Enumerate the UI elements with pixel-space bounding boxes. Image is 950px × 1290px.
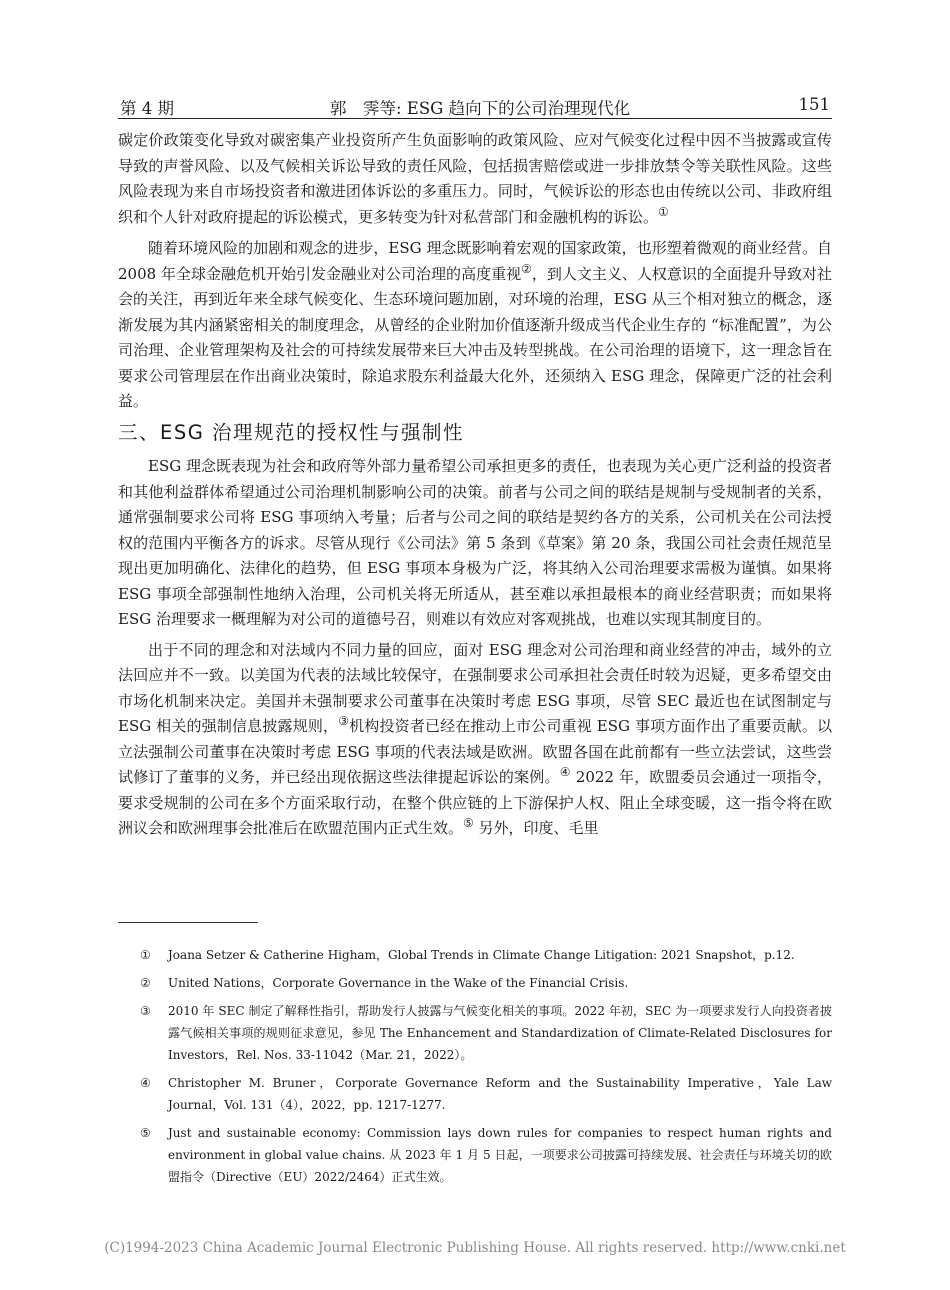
footnote-2 xyxy=(118,972,832,994)
issue-number: 第 4 期 xyxy=(120,99,174,118)
footnote-ref-3[interactable]: ③ xyxy=(338,714,350,728)
footnotes xyxy=(118,944,832,1194)
paragraph-foreign-legislation: 出于不同的理念和对法域内不同力量的回应，面对 ESG 理念对公司治理和商业经营的冲击，域外的立法回应并不一致。以美国为代表的法域比较保守，在强制要求公司承担社会责任时较为迟疑，更多希望交由市场化机制来决定。美国并未强制要求公司董事在决策时考虑 ESG 事项，尽管 SEC 最近也在试图制定与 ESG 相关的强制信息披露规则，③机构投资者已经在推动上市公司重视 ESG 事项方面作出了重要贡献。以立法强制公司董事在决策时考虑 ESG 事项的代表法域是欧洲。欧盟各国在此前都有一些立法尝试，这些尝试修订了董事的义务，并已经出现依据这些法律提起诉讼的案例。④ 2022 年，欧盟委员会通过一项指令，要求受规制的公司在多个方面采取行动，在整个供应链的上下游保护人权、阻止全球变暖，这一指令将在欧洲议会和欧洲理事会批准后在欧盟范围内正式生效。⑤ 另外，印度、毛里 xyxy=(118,640,833,837)
paragraph-esg-governance: ESG 理念既表现为社会和政府等外部力量希望公司承担更多的责任，也表现为关心更广泛利益的投资者和其他利益群体希望通过公司治理机制影响公司的决策。前者与公司之间的联结是规制与受规制者的关系，通常强制要求公司将 ESG 事项纳入考量；后者与公司之间的联结是契约各方的关系，公司机关在公司法授权的范围内平衡各方的诉求。尽管从现行《公司法》第 5 条到《草案》第 20 条，我国公司社会责任规范呈现出更加明确化、法律化的趋势，但 ESG 事项本身极为广泛，将其纳入公司治理要求需极为谨慎。如果将 ESG 事项全部强制性地纳入治理，公司机关将无所适从，甚至难以承担最根本的商业经营职责；而如果将 ESG 治理要求一概理解为对公司的道德号召，则难以有效应对客观挑战，也难以实现其制度目的。 xyxy=(118,457,832,628)
footnote-divider xyxy=(118,922,258,923)
footnote-text: Joana Setzer & Catherine Higham，Global Trends in Climate Change Litigation: 2021 Snapshot，p.12. xyxy=(168,948,795,962)
paragraph-esg-evolution: 随着环境风险的加剧和观念的进步，ESG 理念既影响着宏观的国家政策，也形塑着微观的商业经营。自 2008 年全球金融危机开始引发金融业对公司治理的高度重视②，到人文主义、人权意识的全面提升导致对社会的关注，再到近年来全球气候变化、生态环境问题加剧，对环境的治理，ESG 从三个相对独立的概念，逐渐发展为其内涵紧密相关的制度理念，从曾经的企业附加价值逐渐升级成当代企业生存的 “标准配置”，为公司治理、企业管理架构及社会的可持续发展带来巨大冲击及转型挑战。在公司治理的语境下，这一理念旨在要求公司管理层在作出商业决策时，除追求股东利益最大化外，还须纳入 ESG 理念，保障更广泛的社会利益。 xyxy=(118,239,832,410)
footnote-ref-4[interactable]: ④ xyxy=(559,765,571,779)
footnote-3 xyxy=(118,1000,832,1066)
article-body xyxy=(118,128,832,847)
copyright-footer: (C)1994-2023 China Academic Journal Electronic Publishing House. All rights reserved. http://www.cnki.net xyxy=(104,1240,846,1256)
footnote-text: United Nations，Corporate Governance in the Wake of the Financial Crisis. xyxy=(168,976,629,990)
footnote-4 xyxy=(118,1072,832,1116)
footnote-text: Just and sustainable economy: Commission lays down rules for companies to respect human rights and environment in global value chains. 从 2023 年 1 月 5 日起，一项要求公司披露可持续发展、社会责任与环境关切的欧盟指令（Directive（EU）2022/2464）正式生效。 xyxy=(168,1126,832,1184)
footnote-text: Christopher M. Bruner，Corporate Governance Reform and the Sustainability Imperative，Yale Law Journal，Vol. 131（4），2022，pp. 1217-1277. xyxy=(168,1076,832,1112)
footnote-number: ② xyxy=(140,976,151,990)
footnote-1 xyxy=(118,944,832,966)
footnote-ref-2[interactable]: ② xyxy=(521,261,532,276)
footnote-text: 2010 年 SEC 制定了解释性指引，帮助发行人披露与气候变化相关的事项。2022 年初，SEC 为一项要求发行人向投资者披露气候相关事项的规则征求意见，参见 The Enhancement and Standardization of Climate-Related Disclosures for Investors，Rel. Nos. 33-11042（Mar. 21，2022）。 xyxy=(168,1004,832,1062)
running-header xyxy=(118,92,832,119)
footnote-number: ③ xyxy=(140,1004,151,1018)
paragraph-continued: 碳定价政策变化导致对碳密集产业投资所产生负面影响的政策风险、应对气候变化过程中因不当披露或宣传导致的声誉风险、以及气候相关诉讼导致的责任风险，包括损害赔偿或进一步排放禁令等关联性风险。这些风险表现为来自市场投资者和激进团体诉讼的多重压力。同时，气候诉讼的形态也由传统以公司、非政府组织和个人针对政府提起的诉讼模式，更多转变为针对私营部门和金融机构的诉讼。① xyxy=(118,131,832,226)
footnote-number: ⑤ xyxy=(140,1126,151,1140)
footnote-ref-1[interactable]: ① xyxy=(658,204,669,219)
footnote-number: ① xyxy=(140,948,151,962)
footnote-5 xyxy=(118,1122,832,1188)
running-title: 郭 霁等: ESG 趋向下的公司治理现代化 xyxy=(330,99,631,118)
section-heading: 三、ESG 治理规范的授权性与强制性 xyxy=(118,420,465,444)
footnote-number: ④ xyxy=(140,1076,151,1090)
footnote-ref-5[interactable]: ⑤ xyxy=(463,816,474,830)
page-number: 151 xyxy=(798,95,830,114)
